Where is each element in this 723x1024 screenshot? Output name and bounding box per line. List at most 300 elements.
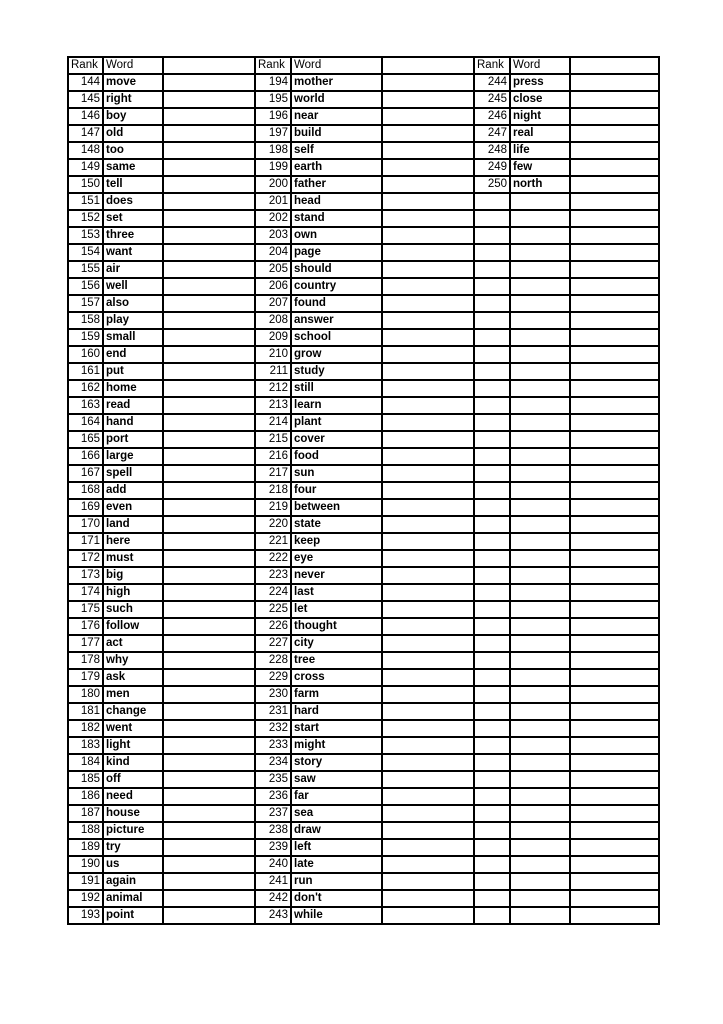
rank-cell: 233 [255,737,291,754]
word-cell: build [291,125,382,142]
word-cell [510,890,570,907]
blank-cell [570,295,659,312]
rank-cell [474,822,510,839]
rank-cell [474,533,510,550]
blank-cell [570,499,659,516]
word-cell [510,431,570,448]
rank-cell: 238 [255,822,291,839]
blank-cell [570,822,659,839]
word-cell: life [510,142,570,159]
rank-cell [474,839,510,856]
blank-cell [570,142,659,159]
blank-cell [163,788,255,805]
word-cell [510,278,570,295]
word-cell [510,295,570,312]
blank-cell [382,499,474,516]
table-row [68,397,659,414]
blank-cell [382,584,474,601]
rank-cell: 181 [68,703,103,720]
table-row [68,108,659,125]
blank-cell [163,91,255,108]
word-cell: also [103,295,163,312]
word-cell: port [103,431,163,448]
column-header-word: Word [510,57,570,74]
table-row [68,227,659,244]
blank-cell [570,635,659,652]
word-cell: put [103,363,163,380]
rank-cell: 201 [255,193,291,210]
rank-cell: 240 [255,856,291,873]
word-cell: plant [291,414,382,431]
rank-cell [474,397,510,414]
blank-cell [570,363,659,380]
blank-cell [382,652,474,669]
word-cell [510,533,570,550]
rank-cell: 163 [68,397,103,414]
word-cell [510,414,570,431]
rank-cell: 215 [255,431,291,448]
rank-cell: 227 [255,635,291,652]
blank-cell [163,533,255,550]
rank-cell [474,788,510,805]
rank-cell: 154 [68,244,103,261]
table-row [68,414,659,431]
word-cell: animal [103,890,163,907]
blank-cell [382,363,474,380]
rank-cell [474,363,510,380]
rank-cell: 223 [255,567,291,584]
word-cell: set [103,210,163,227]
rank-cell: 146 [68,108,103,125]
word-cell: while [291,907,382,924]
word-cell [510,703,570,720]
blank-cell [570,210,659,227]
blank-cell [570,397,659,414]
word-rank-table [67,56,660,925]
blank-cell [570,431,659,448]
table-row [68,312,659,329]
word-cell: study [291,363,382,380]
rank-cell: 235 [255,771,291,788]
word-cell: let [291,601,382,618]
word-cell: big [103,567,163,584]
rank-cell: 224 [255,584,291,601]
blank-cell [570,91,659,108]
rank-cell: 249 [474,159,510,176]
word-cell: high [103,584,163,601]
rank-cell: 175 [68,601,103,618]
rank-cell: 168 [68,482,103,499]
word-cell [510,907,570,924]
word-cell: small [103,329,163,346]
table-row [68,244,659,261]
blank-cell [570,108,659,125]
word-cell: answer [291,312,382,329]
rank-cell [474,550,510,567]
word-cell: too [103,142,163,159]
blank-cell [570,856,659,873]
rank-cell: 184 [68,754,103,771]
word-cell [510,380,570,397]
rank-cell: 211 [255,363,291,380]
word-cell: story [291,754,382,771]
blank-cell [570,805,659,822]
rank-cell: 156 [68,278,103,295]
word-cell: add [103,482,163,499]
rank-cell: 174 [68,584,103,601]
word-cell: sun [291,465,382,482]
word-cell: late [291,856,382,873]
blank-cell [163,703,255,720]
rank-cell: 212 [255,380,291,397]
blank-cell [163,329,255,346]
rank-cell: 187 [68,805,103,822]
rank-cell: 166 [68,448,103,465]
blank-cell [163,754,255,771]
blank-cell [382,125,474,142]
blank-cell [163,720,255,737]
blank-cell [570,244,659,261]
table-row [68,533,659,550]
table-body [68,57,659,924]
blank-cell [570,839,659,856]
word-cell: left [291,839,382,856]
rank-cell: 193 [68,907,103,924]
rank-cell [474,805,510,822]
word-cell: father [291,176,382,193]
rank-cell [474,295,510,312]
blank-cell [570,312,659,329]
rank-cell: 200 [255,176,291,193]
blank-cell [382,737,474,754]
blank-cell [570,482,659,499]
rank-cell: 152 [68,210,103,227]
rank-cell [474,754,510,771]
blank-cell [163,312,255,329]
blank-cell [382,703,474,720]
word-cell: point [103,907,163,924]
rank-cell: 151 [68,193,103,210]
word-cell: close [510,91,570,108]
table-row [68,193,659,210]
rank-cell: 220 [255,516,291,533]
word-cell: tree [291,652,382,669]
blank-cell [163,244,255,261]
word-cell: even [103,499,163,516]
word-cell [510,737,570,754]
word-cell [510,312,570,329]
table-row [68,737,659,754]
rank-cell [474,873,510,890]
word-cell: city [291,635,382,652]
word-cell: school [291,329,382,346]
table-row [68,278,659,295]
word-cell [510,652,570,669]
table-row [68,346,659,363]
rank-cell: 194 [255,74,291,91]
blank-cell [163,193,255,210]
blank-cell [163,890,255,907]
blank-cell [570,550,659,567]
word-cell: north [510,176,570,193]
blank-cell [570,57,659,74]
rank-cell: 159 [68,329,103,346]
word-cell: air [103,261,163,278]
rank-cell [474,210,510,227]
word-cell [510,618,570,635]
blank-cell [570,754,659,771]
rank-cell: 237 [255,805,291,822]
blank-cell [382,448,474,465]
word-cell: country [291,278,382,295]
blank-cell [163,397,255,414]
word-cell [510,244,570,261]
blank-cell [163,516,255,533]
blank-cell [163,652,255,669]
word-cell: run [291,873,382,890]
rank-cell: 165 [68,431,103,448]
rank-cell: 234 [255,754,291,771]
rank-cell [474,227,510,244]
blank-cell [382,839,474,856]
blank-cell [570,686,659,703]
column-header-rank: Rank [474,57,510,74]
rank-cell: 245 [474,91,510,108]
table-row [68,601,659,618]
rank-cell [474,499,510,516]
word-cell [510,397,570,414]
word-cell: light [103,737,163,754]
rank-cell: 148 [68,142,103,159]
rank-cell: 149 [68,159,103,176]
blank-cell [382,635,474,652]
word-cell: self [291,142,382,159]
table-row [68,295,659,312]
rank-cell [474,414,510,431]
word-cell: earth [291,159,382,176]
rank-cell [474,244,510,261]
rank-cell [474,669,510,686]
word-cell: men [103,686,163,703]
word-cell: must [103,550,163,567]
word-cell: hard [291,703,382,720]
word-cell: four [291,482,382,499]
word-cell: near [291,108,382,125]
blank-cell [382,57,474,74]
blank-cell [382,312,474,329]
word-cell: page [291,244,382,261]
rank-cell: 164 [68,414,103,431]
word-cell: move [103,74,163,91]
word-cell: again [103,873,163,890]
rank-cell: 172 [68,550,103,567]
blank-cell [163,839,255,856]
word-cell: still [291,380,382,397]
rank-cell: 171 [68,533,103,550]
blank-cell [163,635,255,652]
blank-cell [382,754,474,771]
rank-cell: 182 [68,720,103,737]
word-cell: grow [291,346,382,363]
word-cell: thought [291,618,382,635]
word-cell: picture [103,822,163,839]
blank-cell [570,193,659,210]
rank-cell: 191 [68,873,103,890]
rank-cell: 169 [68,499,103,516]
word-cell [510,482,570,499]
blank-cell [163,465,255,482]
blank-cell [570,890,659,907]
rank-cell: 202 [255,210,291,227]
blank-cell [382,856,474,873]
rank-cell [474,278,510,295]
word-cell: stand [291,210,382,227]
rank-cell: 188 [68,822,103,839]
rank-cell [474,737,510,754]
word-cell: spell [103,465,163,482]
blank-cell [163,669,255,686]
word-cell: large [103,448,163,465]
rank-cell [474,890,510,907]
rank-cell: 236 [255,788,291,805]
word-cell: read [103,397,163,414]
table-row [68,176,659,193]
blank-cell [163,176,255,193]
word-cell: eye [291,550,382,567]
blank-cell [382,329,474,346]
blank-cell [382,516,474,533]
word-cell [510,448,570,465]
word-cell: want [103,244,163,261]
rank-cell: 222 [255,550,291,567]
column-header-rank: Rank [68,57,103,74]
word-cell: need [103,788,163,805]
blank-cell [570,703,659,720]
word-cell: well [103,278,163,295]
word-cell [510,567,570,584]
rank-cell: 250 [474,176,510,193]
word-cell: keep [291,533,382,550]
table-row [68,74,659,91]
blank-cell [163,771,255,788]
rank-cell: 214 [255,414,291,431]
word-cell [510,635,570,652]
word-cell [510,788,570,805]
blank-cell [163,482,255,499]
rank-cell [474,482,510,499]
blank-cell [163,499,255,516]
rank-cell [474,856,510,873]
blank-cell [382,346,474,363]
blank-cell [163,822,255,839]
word-cell: world [291,91,382,108]
rank-cell [474,601,510,618]
rank-cell: 185 [68,771,103,788]
blank-cell [570,584,659,601]
blank-cell [382,295,474,312]
word-cell: last [291,584,382,601]
word-cell: head [291,193,382,210]
word-cell: saw [291,771,382,788]
blank-cell [570,329,659,346]
rank-cell: 242 [255,890,291,907]
rank-cell: 243 [255,907,291,924]
blank-cell [382,890,474,907]
word-cell [510,363,570,380]
rank-cell: 218 [255,482,291,499]
rank-cell: 198 [255,142,291,159]
rank-cell: 153 [68,227,103,244]
blank-cell [382,720,474,737]
word-cell: boy [103,108,163,125]
word-cell [510,210,570,227]
blank-cell [382,686,474,703]
blank-cell [382,601,474,618]
blank-cell [570,176,659,193]
rank-cell: 213 [255,397,291,414]
rank-cell: 190 [68,856,103,873]
blank-cell [570,669,659,686]
word-cell: between [291,499,382,516]
blank-cell [382,397,474,414]
rank-cell: 241 [255,873,291,890]
blank-cell [382,91,474,108]
rank-cell: 199 [255,159,291,176]
rank-cell: 157 [68,295,103,312]
word-cell [510,584,570,601]
blank-cell [163,295,255,312]
table-row [68,159,659,176]
blank-cell [382,907,474,924]
blank-cell [382,873,474,890]
word-cell: why [103,652,163,669]
word-cell [510,346,570,363]
table-row [68,516,659,533]
blank-cell [382,669,474,686]
rank-cell: 217 [255,465,291,482]
word-cell [510,550,570,567]
blank-cell [163,805,255,822]
rank-cell [474,907,510,924]
word-cell: own [291,227,382,244]
table-row [68,499,659,516]
word-cell: land [103,516,163,533]
rank-cell: 209 [255,329,291,346]
blank-cell [382,805,474,822]
blank-cell [163,448,255,465]
table-row [68,669,659,686]
word-cell: far [291,788,382,805]
word-cell: few [510,159,570,176]
blank-cell [163,414,255,431]
word-cell [510,805,570,822]
rank-cell [474,380,510,397]
table-row [68,856,659,873]
table-row [68,907,659,924]
table-row [68,482,659,499]
table-row [68,380,659,397]
blank-cell [382,431,474,448]
rank-cell: 158 [68,312,103,329]
column-header-word: Word [103,57,163,74]
word-cell: ask [103,669,163,686]
word-cell: try [103,839,163,856]
word-cell [510,261,570,278]
blank-cell [163,550,255,567]
blank-cell [570,720,659,737]
word-cell [510,856,570,873]
rank-cell: 155 [68,261,103,278]
